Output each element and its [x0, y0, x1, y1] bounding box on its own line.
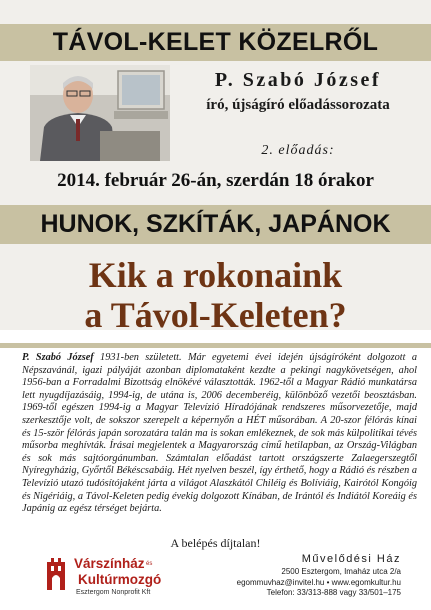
series-title-band	[0, 24, 431, 61]
venue-contacts: egommuvhaz@invitel.hu • www.egomkultur.hu	[236, 577, 401, 587]
bio-text: 1931-ben született. Már egyetemi évei idején újságíróként dolgozott a Népszavánál, igazi pályáját azonban diplomataként kezdte a pekingi nagykövetségen, ahol 1956-ban a Forradalmi Bizottság elnökévé választották. 1962-től a Magyar Rádió munkatársa lett nyugdíjazásáig, 1994-ig, de utána is, 2006 decemberéig, különböző vezetői beosztásban. 1969-től egészen 1994-ig a Magyar Televízió Híradójának rendszeres műsorvezetője, majd szerkesztője volt, de sokszor szerepelt a képernyőn a HÉT műsorában. A 20-szor félórás kínai és 15-ször félórás japán sorozatára talán ma is sokan emlékeznek, de sok más külpolitikai tévés műsorba meghívták. Írásai megjelentek a Magyarország című hetilapban, az Ország-Világban és sok más sajtóorgánumban. Számtalan előadást tartott országszerte Zalaegerszegtől Nyíregyházig, Győrtől Békéscsabáig. Hét nyelven beszél, így érthető, hogy a Rádió és részben a Televízió utazó tudósítójaként járta a világot Alaszkától Chiléig és Bolíviáig, Kairótól Kongóig és Nigériáig, a Távol-Keleten pedig évekig dolgozott Kínában, de Irántól és Indiától Koreáig és Japánig az egész térséget bejárta.	[22, 352, 417, 515]
speaker-photo	[30, 65, 170, 161]
venue-name: Művelődési Ház	[301, 553, 401, 565]
organizer-name-line-2: Kultúrmozgó	[78, 572, 162, 587]
speaker-name: P. Szabó József	[214, 69, 382, 91]
series-title: TÁVOL-KELET KÖZELRŐL	[52, 28, 379, 56]
bio-name: P. Szabó József	[22, 352, 94, 363]
topic-title: HUNOK, SZKÍTÁK, JAPÁNOK	[40, 210, 391, 238]
venue-address: 2500 Esztergom, Imaház utca 2/a	[281, 567, 401, 576]
castle-logo-icon	[44, 556, 68, 592]
lecture-number: 2. előadás:	[261, 143, 335, 158]
headline-line-1: Kik a rokonaink	[88, 255, 343, 295]
venue-phone: Telefon: 33/313-888 vagy 33/501–175	[266, 588, 401, 597]
organizer-subtitle: Esztergom Nonprofit Kft	[76, 589, 151, 596]
speaker-bio	[22, 352, 417, 516]
section-divider	[0, 343, 431, 348]
free-entry-notice: A belépés díjtalan!	[170, 536, 261, 550]
speaker-photo-image	[30, 65, 170, 161]
topic-band	[0, 205, 431, 244]
event-datetime: 2014. február 26-án, szerdán 18 órakor	[57, 170, 374, 191]
speaker-role: író, újságíró előadássorozata	[206, 97, 390, 113]
headline	[0, 255, 431, 335]
organizer-name-line-1: Várszínház	[74, 556, 145, 571]
venue-info	[201, 552, 401, 599]
organizer-name-amp: és	[146, 561, 153, 567]
headline-line-2: a Távol-Keleten?	[84, 295, 347, 335]
